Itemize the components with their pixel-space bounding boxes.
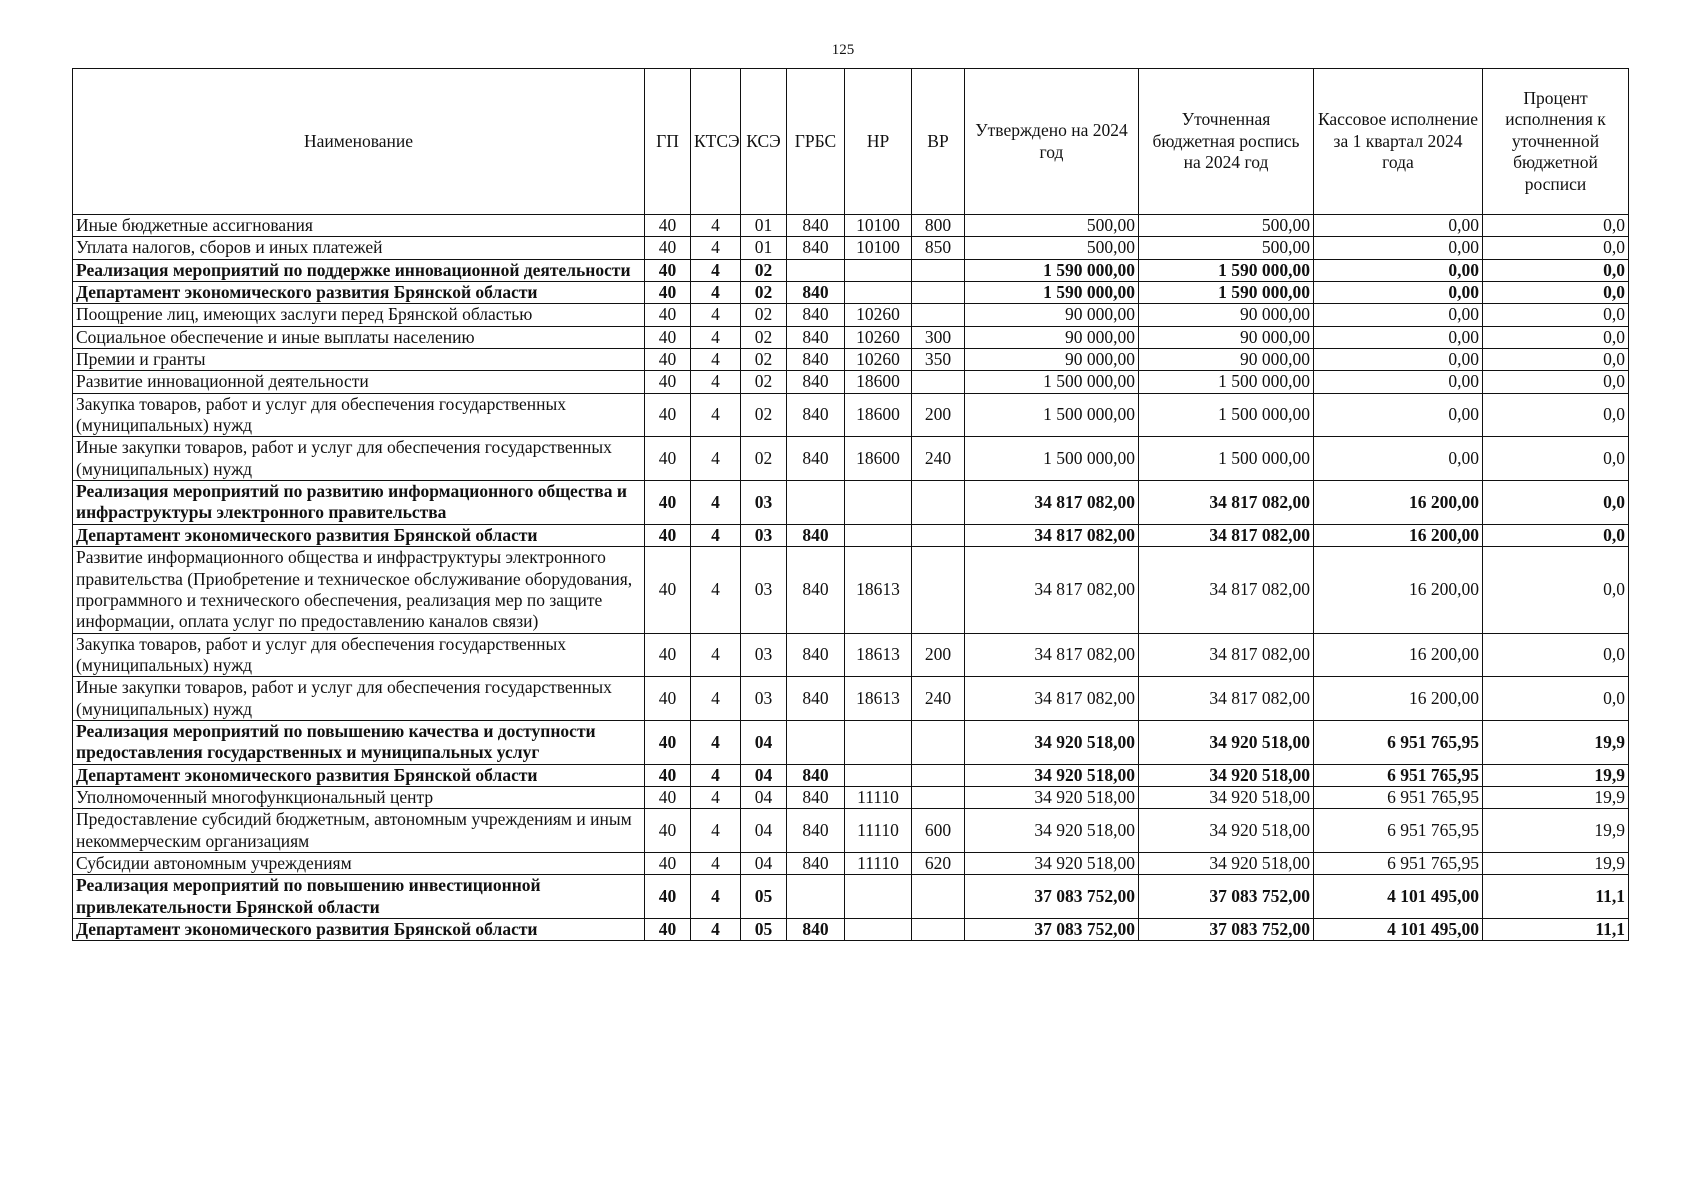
- table-cell: 6 951 765,95: [1314, 764, 1483, 786]
- table-cell: 40: [645, 547, 691, 633]
- column-header: КТСЭ: [691, 69, 741, 215]
- table-cell: 840: [787, 524, 845, 546]
- table-row: [73, 524, 1629, 546]
- column-header: КСЭ: [741, 69, 787, 215]
- table-cell: 620: [912, 852, 965, 874]
- table-cell: [787, 259, 845, 281]
- table-cell: 840: [787, 919, 845, 941]
- table-cell: 40: [645, 371, 691, 393]
- table-cell: 840: [787, 393, 845, 437]
- row-name-cell: Реализация мероприятий по развитию информационного общества и инфраструктуры электронного правительства: [73, 481, 645, 525]
- table-cell: 1 590 000,00: [1139, 282, 1314, 304]
- table-cell: 4: [691, 259, 741, 281]
- table-cell: 16 200,00: [1314, 547, 1483, 633]
- table-cell: 18600: [845, 437, 912, 481]
- table-cell: 0,00: [1314, 282, 1483, 304]
- table-cell: 850: [912, 237, 965, 259]
- table-cell: 4: [691, 852, 741, 874]
- table-cell: 4: [691, 437, 741, 481]
- table-cell: 40: [645, 304, 691, 326]
- row-name-cell: Уполномоченный многофункциональный центр: [73, 786, 645, 808]
- table-cell: 40: [645, 481, 691, 525]
- table-cell: 240: [912, 437, 965, 481]
- table-cell: 4: [691, 349, 741, 371]
- table-cell: 4: [691, 764, 741, 786]
- table-cell: 840: [787, 215, 845, 237]
- table-cell: [787, 481, 845, 525]
- table-cell: 840: [787, 282, 845, 304]
- table-cell: 4: [691, 875, 741, 919]
- table-cell: 840: [787, 349, 845, 371]
- table-body: [73, 215, 1629, 941]
- table-cell: 40: [645, 875, 691, 919]
- column-header: Утверждено на 2024 год: [965, 69, 1139, 215]
- table-cell: [912, 547, 965, 633]
- table-cell: 40: [645, 764, 691, 786]
- table-cell: 0,00: [1314, 304, 1483, 326]
- table-cell: 0,0: [1483, 393, 1629, 437]
- table-cell: 18600: [845, 393, 912, 437]
- table-cell: 4: [691, 237, 741, 259]
- table-cell: 11110: [845, 786, 912, 808]
- table-row: [73, 875, 1629, 919]
- table-cell: 500,00: [965, 237, 1139, 259]
- table-cell: [845, 524, 912, 546]
- table-cell: 02: [741, 326, 787, 348]
- table-cell: [787, 720, 845, 764]
- table-cell: 1 500 000,00: [965, 437, 1139, 481]
- table-cell: 0,0: [1483, 371, 1629, 393]
- table-cell: 0,00: [1314, 326, 1483, 348]
- table-cell: 34 920 518,00: [1139, 809, 1314, 853]
- table-cell: 0,0: [1483, 282, 1629, 304]
- table-cell: 02: [741, 393, 787, 437]
- table-cell: 03: [741, 633, 787, 677]
- table-cell: [912, 371, 965, 393]
- table-row: [73, 326, 1629, 348]
- table-cell: 300: [912, 326, 965, 348]
- table-row: [73, 547, 1629, 633]
- table-cell: 4 101 495,00: [1314, 875, 1483, 919]
- table-cell: 02: [741, 371, 787, 393]
- table-cell: 4: [691, 633, 741, 677]
- row-name-cell: Уплата налогов, сборов и иных платежей: [73, 237, 645, 259]
- table-cell: [845, 875, 912, 919]
- row-name-cell: Иные закупки товаров, работ и услуг для обеспечения государственных (муниципальных) нужд: [73, 677, 645, 721]
- table-cell: 840: [787, 437, 845, 481]
- column-header: ГП: [645, 69, 691, 215]
- table-cell: 6 951 765,95: [1314, 809, 1483, 853]
- table-row: [73, 437, 1629, 481]
- table-cell: 03: [741, 677, 787, 721]
- table-cell: 19,9: [1483, 720, 1629, 764]
- table-cell: 1 590 000,00: [965, 259, 1139, 281]
- table-cell: 34 817 082,00: [965, 524, 1139, 546]
- table-cell: 40: [645, 786, 691, 808]
- table-cell: 0,00: [1314, 437, 1483, 481]
- row-name-cell: Субсидии автономным учреждениям: [73, 852, 645, 874]
- table-cell: 16 200,00: [1314, 481, 1483, 525]
- row-name-cell: Премии и гранты: [73, 349, 645, 371]
- table-cell: 500,00: [1139, 215, 1314, 237]
- table-cell: 01: [741, 237, 787, 259]
- row-name-cell: Поощрение лиц, имеющих заслуги перед Брянской областью: [73, 304, 645, 326]
- column-header: Процент исполнения к уточненной бюджетной росписи: [1483, 69, 1629, 215]
- row-name-cell: Развитие инновационной деятельности: [73, 371, 645, 393]
- table-cell: 6 951 765,95: [1314, 720, 1483, 764]
- row-name-cell: Департамент экономического развития Брянской области: [73, 282, 645, 304]
- table-cell: 40: [645, 524, 691, 546]
- row-name-cell: Департамент экономического развития Брянской области: [73, 764, 645, 786]
- table-row: [73, 852, 1629, 874]
- table-row: [73, 633, 1629, 677]
- row-name-cell: Закупка товаров, работ и услуг для обеспечения государственных (муниципальных) нужд: [73, 633, 645, 677]
- table-cell: 0,00: [1314, 349, 1483, 371]
- row-name-cell: Реализация мероприятий по поддержке инновационной деятельности: [73, 259, 645, 281]
- table-cell: 200: [912, 633, 965, 677]
- table-cell: 350: [912, 349, 965, 371]
- table-row: [73, 304, 1629, 326]
- table-cell: 0,0: [1483, 304, 1629, 326]
- table-cell: 4: [691, 919, 741, 941]
- table-cell: 34 920 518,00: [965, 720, 1139, 764]
- table-cell: [845, 282, 912, 304]
- table-cell: 34 817 082,00: [1139, 547, 1314, 633]
- table-cell: 4: [691, 786, 741, 808]
- table-cell: 4 101 495,00: [1314, 919, 1483, 941]
- table-row: [73, 720, 1629, 764]
- table-cell: 19,9: [1483, 786, 1629, 808]
- table-cell: 1 500 000,00: [965, 371, 1139, 393]
- table-cell: 0,00: [1314, 259, 1483, 281]
- table-cell: 34 920 518,00: [965, 764, 1139, 786]
- table-cell: 04: [741, 786, 787, 808]
- table-cell: 34 817 082,00: [1139, 677, 1314, 721]
- table-cell: 40: [645, 852, 691, 874]
- table-cell: 40: [645, 437, 691, 481]
- column-header: ГРБС: [787, 69, 845, 215]
- table-cell: 34 817 082,00: [965, 547, 1139, 633]
- table-cell: 11110: [845, 809, 912, 853]
- table-cell: 0,00: [1314, 237, 1483, 259]
- table-cell: 840: [787, 809, 845, 853]
- row-name-cell: Социальное обеспечение и иные выплаты населению: [73, 326, 645, 348]
- table-cell: 19,9: [1483, 764, 1629, 786]
- table-cell: [845, 764, 912, 786]
- row-name-cell: Реализация мероприятий по повышению качества и доступности предоставления государственных и муниципальных услуг: [73, 720, 645, 764]
- table-cell: 04: [741, 720, 787, 764]
- column-header: Наименование: [73, 69, 645, 215]
- table-cell: 40: [645, 633, 691, 677]
- table-cell: 02: [741, 437, 787, 481]
- column-header: ВР: [912, 69, 965, 215]
- table-cell: 05: [741, 919, 787, 941]
- table-cell: 10260: [845, 304, 912, 326]
- table-cell: 1 590 000,00: [1139, 259, 1314, 281]
- table-cell: [845, 720, 912, 764]
- table-cell: 0,0: [1483, 237, 1629, 259]
- table-cell: [845, 259, 912, 281]
- table-cell: 40: [645, 282, 691, 304]
- table-cell: 34 920 518,00: [965, 786, 1139, 808]
- table-cell: 02: [741, 304, 787, 326]
- table-cell: 840: [787, 371, 845, 393]
- table-cell: 04: [741, 809, 787, 853]
- table-cell: 19,9: [1483, 852, 1629, 874]
- table-cell: 840: [787, 304, 845, 326]
- table-cell: 0,0: [1483, 259, 1629, 281]
- table-cell: 18613: [845, 677, 912, 721]
- table-cell: 16 200,00: [1314, 633, 1483, 677]
- table-row: [73, 259, 1629, 281]
- table-cell: 840: [787, 677, 845, 721]
- table-cell: 03: [741, 481, 787, 525]
- table-cell: 840: [787, 764, 845, 786]
- table-cell: 34 817 082,00: [965, 633, 1139, 677]
- row-name-cell: Иные закупки товаров, работ и услуг для обеспечения государственных (муниципальных) нужд: [73, 437, 645, 481]
- table-cell: 1 500 000,00: [1139, 371, 1314, 393]
- table-cell: 4: [691, 282, 741, 304]
- table-cell: [912, 524, 965, 546]
- table-cell: 37 083 752,00: [965, 875, 1139, 919]
- table-cell: 19,9: [1483, 809, 1629, 853]
- table-cell: 03: [741, 547, 787, 633]
- table-cell: 34 920 518,00: [1139, 720, 1314, 764]
- table-cell: 840: [787, 786, 845, 808]
- table-row: [73, 237, 1629, 259]
- table-cell: 02: [741, 282, 787, 304]
- table-cell: 6 951 765,95: [1314, 852, 1483, 874]
- table-cell: 40: [645, 919, 691, 941]
- table-cell: [912, 786, 965, 808]
- table-cell: 10100: [845, 215, 912, 237]
- table-cell: 500,00: [1139, 237, 1314, 259]
- table-cell: [845, 919, 912, 941]
- column-header: Уточненная бюджетная роспись на 2024 год: [1139, 69, 1314, 215]
- table-row: [73, 393, 1629, 437]
- table-cell: 240: [912, 677, 965, 721]
- table-cell: 0,0: [1483, 524, 1629, 546]
- table-row: [73, 371, 1629, 393]
- table-cell: 0,0: [1483, 437, 1629, 481]
- table-cell: 1 500 000,00: [1139, 437, 1314, 481]
- row-name-cell: Департамент экономического развития Брянской области: [73, 524, 645, 546]
- table-cell: 04: [741, 764, 787, 786]
- table-cell: 4: [691, 524, 741, 546]
- table-cell: 0,00: [1314, 215, 1483, 237]
- table-cell: [845, 481, 912, 525]
- table-cell: 840: [787, 326, 845, 348]
- table-cell: 0,0: [1483, 677, 1629, 721]
- table-cell: [912, 481, 965, 525]
- table-row: [73, 349, 1629, 371]
- table-cell: 40: [645, 237, 691, 259]
- table-cell: 1 500 000,00: [965, 393, 1139, 437]
- table-cell: 34 920 518,00: [1139, 786, 1314, 808]
- table-cell: 40: [645, 259, 691, 281]
- table-cell: [912, 304, 965, 326]
- table-cell: 02: [741, 259, 787, 281]
- table-cell: 4: [691, 720, 741, 764]
- table-cell: 34 817 082,00: [1139, 481, 1314, 525]
- table-cell: [912, 720, 965, 764]
- budget-table: [72, 68, 1629, 941]
- column-header: Кассовое исполнение за 1 квартал 2024 года: [1314, 69, 1483, 215]
- table-cell: 200: [912, 393, 965, 437]
- table-cell: 90 000,00: [965, 326, 1139, 348]
- row-name-cell: Предоставление субсидий бюджетным, автономным учреждениям и иным некоммерческим организациям: [73, 809, 645, 853]
- table-cell: 04: [741, 852, 787, 874]
- table-cell: 4: [691, 677, 741, 721]
- table-cell: 18613: [845, 633, 912, 677]
- table-cell: 40: [645, 326, 691, 348]
- table-cell: 1 590 000,00: [965, 282, 1139, 304]
- table-cell: 03: [741, 524, 787, 546]
- row-name-cell: Развитие информационного общества и инфраструктуры электронного правительства (Приобретение и техническое обслуживание оборудования, программного и технического обеспечения, реализация мер по защите информации, оплата услуг по предоставлению каналов связи): [73, 547, 645, 633]
- table-cell: 40: [645, 393, 691, 437]
- table-cell: 4: [691, 393, 741, 437]
- table-cell: [912, 875, 965, 919]
- page-number: 125: [831, 42, 855, 58]
- table-cell: 11110: [845, 852, 912, 874]
- table-cell: 02: [741, 349, 787, 371]
- table-cell: 600: [912, 809, 965, 853]
- table-cell: 0,0: [1483, 547, 1629, 633]
- table-cell: 34 920 518,00: [1139, 764, 1314, 786]
- table-cell: [912, 764, 965, 786]
- table-row: [73, 786, 1629, 808]
- row-name-cell: Закупка товаров, работ и услуг для обеспечения государственных (муниципальных) нужд: [73, 393, 645, 437]
- table-cell: 90 000,00: [1139, 326, 1314, 348]
- table-cell: 0,0: [1483, 633, 1629, 677]
- row-name-cell: Реализация мероприятий по повышению инвестиционной привлекательности Брянской области: [73, 875, 645, 919]
- table-cell: 4: [691, 304, 741, 326]
- table-cell: 16 200,00: [1314, 677, 1483, 721]
- table-header: [73, 69, 1629, 215]
- table-cell: 0,00: [1314, 371, 1483, 393]
- table-cell: 34 920 518,00: [1139, 852, 1314, 874]
- row-name-cell: Департамент экономического развития Брянской области: [73, 919, 645, 941]
- table-cell: [787, 875, 845, 919]
- table-cell: 90 000,00: [1139, 304, 1314, 326]
- table-row: [73, 809, 1629, 853]
- table-cell: 90 000,00: [1139, 349, 1314, 371]
- table-cell: 0,0: [1483, 481, 1629, 525]
- row-name-cell: Иные бюджетные ассигнования: [73, 215, 645, 237]
- table-cell: 34 817 082,00: [1139, 524, 1314, 546]
- table-cell: 18600: [845, 371, 912, 393]
- table-cell: 10100: [845, 237, 912, 259]
- table-cell: 90 000,00: [965, 349, 1139, 371]
- table-cell: 40: [645, 349, 691, 371]
- table-row: [73, 919, 1629, 941]
- column-header: НР: [845, 69, 912, 215]
- table-row: [73, 764, 1629, 786]
- table-cell: 05: [741, 875, 787, 919]
- table-cell: 34 817 082,00: [965, 677, 1139, 721]
- table-row: [73, 215, 1629, 237]
- table-cell: 840: [787, 633, 845, 677]
- table-cell: 500,00: [965, 215, 1139, 237]
- table-cell: 37 083 752,00: [1139, 875, 1314, 919]
- table-cell: 40: [645, 809, 691, 853]
- table-cell: [912, 919, 965, 941]
- table-cell: [912, 259, 965, 281]
- table-cell: 0,0: [1483, 326, 1629, 348]
- table-cell: 90 000,00: [965, 304, 1139, 326]
- table-cell: 11,1: [1483, 919, 1629, 941]
- table-cell: 34 920 518,00: [965, 809, 1139, 853]
- table-row: [73, 481, 1629, 525]
- table-cell: [912, 282, 965, 304]
- table-cell: 34 817 082,00: [1139, 633, 1314, 677]
- table-cell: 37 083 752,00: [965, 919, 1139, 941]
- table-row: [73, 282, 1629, 304]
- table-cell: 11,1: [1483, 875, 1629, 919]
- table-cell: 4: [691, 326, 741, 348]
- table-cell: 37 083 752,00: [1139, 919, 1314, 941]
- table-cell: 4: [691, 809, 741, 853]
- table-cell: 10260: [845, 349, 912, 371]
- table-cell: 01: [741, 215, 787, 237]
- table-cell: 16 200,00: [1314, 524, 1483, 546]
- table-cell: 4: [691, 215, 741, 237]
- table-cell: 34 920 518,00: [965, 852, 1139, 874]
- table-cell: 40: [645, 215, 691, 237]
- table-cell: 4: [691, 481, 741, 525]
- table-cell: 0,0: [1483, 349, 1629, 371]
- table-cell: 840: [787, 852, 845, 874]
- table-cell: 840: [787, 547, 845, 633]
- table-cell: 4: [691, 371, 741, 393]
- table-cell: 0,0: [1483, 215, 1629, 237]
- table-row: [73, 677, 1629, 721]
- table-cell: 800: [912, 215, 965, 237]
- table-cell: 840: [787, 237, 845, 259]
- table-cell: 10260: [845, 326, 912, 348]
- table-cell: 4: [691, 547, 741, 633]
- table-cell: 1 500 000,00: [1139, 393, 1314, 437]
- table-cell: 18613: [845, 547, 912, 633]
- table-cell: 0,00: [1314, 393, 1483, 437]
- table-cell: 40: [645, 677, 691, 721]
- table-cell: 34 817 082,00: [965, 481, 1139, 525]
- table-cell: 40: [645, 720, 691, 764]
- table-cell: 6 951 765,95: [1314, 786, 1483, 808]
